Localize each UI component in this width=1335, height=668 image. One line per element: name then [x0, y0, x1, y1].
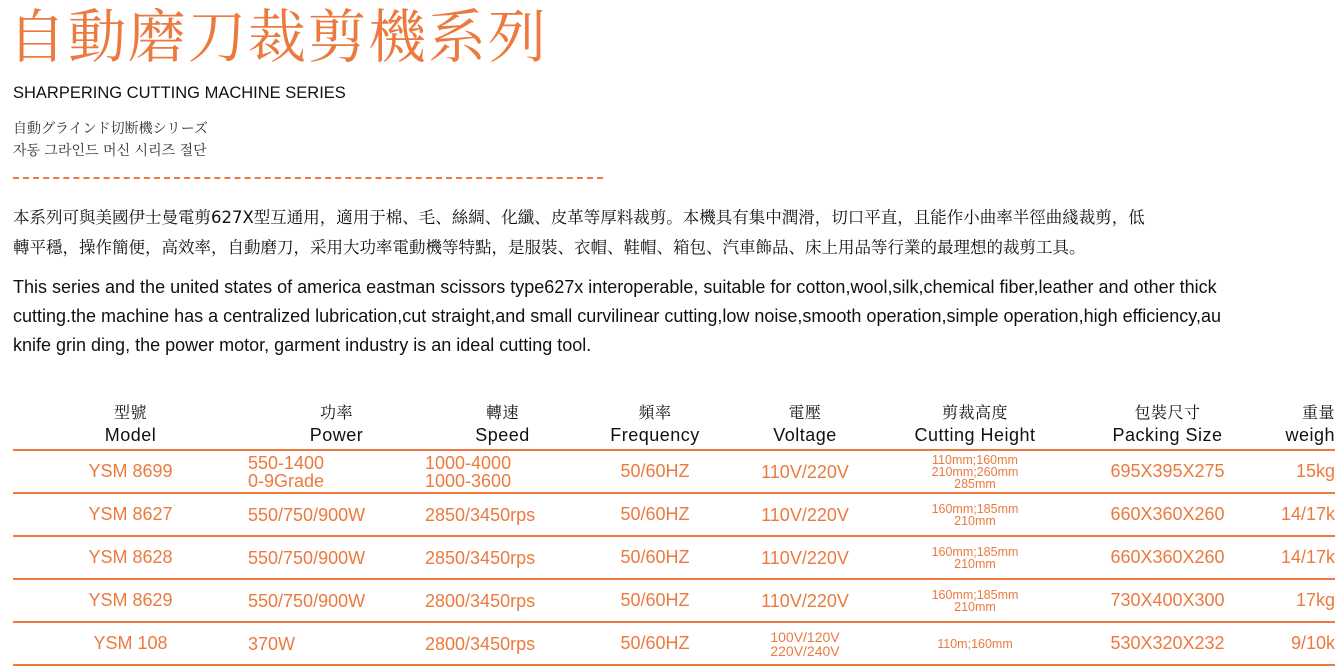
speed-cell — [425, 536, 580, 579]
weight-cell: 15kg — [1295, 461, 1335, 481]
speed-cell — [425, 493, 580, 536]
frequency-cell: 50/60HZ — [620, 633, 690, 653]
voltage-cell — [730, 536, 880, 579]
description-en — [13, 273, 1335, 360]
voltage-cell-line: 110V/220V — [761, 547, 849, 568]
column-header-zh: 重量 — [1301, 403, 1335, 422]
frequency-cell: 50/60HZ — [620, 590, 690, 610]
column-header-speed — [425, 396, 580, 450]
voltage-cell — [730, 579, 880, 622]
cutting-height-cell-line: 160mm;185mm — [931, 587, 1019, 602]
column-header-en: Cutting Height — [914, 425, 1036, 445]
page-subtitle-kr: 자동 그라인드 머신 시리즈 절단 — [13, 143, 207, 159]
column-header-zh: 包裝尺寸 — [1134, 403, 1201, 422]
speed-cell-line: 2850/3450rps — [425, 504, 536, 525]
power-cell — [248, 450, 425, 493]
column-header-packing-size — [1070, 396, 1265, 450]
table-header-row — [13, 396, 1335, 450]
power-cell-line: 550/750/900W — [248, 590, 366, 611]
column-header-power — [248, 396, 425, 450]
power-cell-line: 370W — [248, 633, 296, 654]
cutting-height-cell-line: 110mm;160mm — [932, 452, 1018, 467]
power-cell-line: 550/750/900W — [248, 504, 366, 525]
power-cell-line: 550/750/900W — [248, 547, 366, 568]
spec-table — [13, 396, 1335, 666]
cutting-height-cell — [880, 622, 1070, 665]
description-en-line: cutting.the machine has a centralized lubrication,cut straight,and small curvilinear cutting,low noise,smooth operation,simple operation,high efficiency,au — [13, 306, 1221, 326]
column-header-zh: 轉速 — [485, 403, 519, 422]
description-zh-line: 本系列可與美國伊士曼電剪627X型互通用，適用于棉、毛、絲綢、化纖、皮革等厚料裁剪。本機具有集中潤滑，切口平直，且能作小曲率半徑曲綫裁剪，低 — [13, 208, 1145, 227]
cutting-height-cell-line: 210mm — [954, 513, 996, 528]
column-header-zh: 電壓 — [788, 403, 822, 422]
cutting-height-cell — [880, 536, 1070, 579]
packing-size-cell: 660X360X260 — [1110, 547, 1225, 567]
weight-cell: 14/17k — [1280, 504, 1335, 524]
column-header-en: Power — [309, 425, 364, 445]
power-cell-line: 0-9Grade — [248, 470, 325, 491]
packing-size-cell: 530X320X232 — [1110, 633, 1225, 653]
packing-size-cell: 730X400X300 — [1110, 590, 1225, 610]
power-cell — [248, 579, 425, 622]
weight-cell: 9/10k — [1290, 633, 1335, 653]
table-row — [13, 622, 1335, 665]
voltage-cell — [730, 450, 880, 493]
power-cell — [248, 493, 425, 536]
packing-size-cell: 660X360X260 — [1110, 504, 1225, 524]
speed-cell-line: 2800/3450rps — [425, 633, 536, 654]
speed-cell — [425, 579, 580, 622]
description-zh — [13, 203, 1335, 263]
column-header-en: Speed — [475, 425, 530, 445]
voltage-cell-line: 110V/220V — [761, 504, 849, 525]
table-row — [13, 536, 1335, 579]
voltage-cell-line: 110V/220V — [761, 590, 849, 611]
page-subtitle-en: SHARPERING CUTTING MACHINE SERIES — [13, 84, 346, 102]
table-row — [13, 450, 1335, 493]
cutting-height-cell-line: 285mm — [954, 476, 996, 491]
column-header-model — [13, 396, 248, 450]
speed-cell-line: 2850/3450rps — [425, 547, 536, 568]
voltage-cell-line: 220V/240V — [770, 642, 840, 659]
page-subtitle-jp: 自動グラインド切断機シリーズ — [13, 121, 208, 137]
frequency-cell: 50/60HZ — [620, 504, 690, 524]
speed-cell-line: 2800/3450rps — [425, 590, 536, 611]
cutting-height-cell-line: 160mm;185mm — [931, 501, 1019, 516]
column-header-voltage — [730, 396, 880, 450]
description-zh-line: 轉平穩，操作簡便，高效率，自動磨刀，采用大功率電動機等特點，是服裝、衣帽、鞋帽、箱包、汽車飾品、床上用品等行業的最理想的裁剪工具。 — [13, 238, 1086, 257]
power-cell — [248, 536, 425, 579]
description-en-line: This series and the united states of america eastman scissors type627x interoperable, suitable for cotton,wool,silk,chemical fiber,leather and other thick — [13, 277, 1217, 297]
column-header-frequency — [580, 396, 730, 450]
speed-cell — [425, 450, 580, 493]
speed-cell-line: 1000-3600 — [425, 470, 512, 491]
column-header-zh: 功率 — [319, 403, 353, 422]
packing-size-cell: 695X395X275 — [1110, 461, 1225, 481]
voltage-cell — [730, 493, 880, 536]
frequency-cell: 50/60HZ — [620, 461, 690, 481]
cutting-height-cell-line: 210mm — [954, 599, 996, 614]
column-header-cutting-height — [880, 396, 1070, 450]
cutting-height-cell — [880, 450, 1070, 493]
cutting-height-cell-line: 210mm;260mm — [931, 464, 1019, 479]
cutting-height-cell-line: 110m;160mm — [937, 636, 1013, 651]
description-en-line: knife grin ding, the power motor, garment industry is an ideal cutting tool. — [13, 335, 592, 355]
voltage-cell-line: 100V/120V — [770, 628, 840, 645]
table-body — [13, 450, 1335, 665]
voltage-cell-line: 110V/220V — [761, 461, 849, 482]
column-header-zh: 頻率 — [638, 403, 672, 422]
cutting-height-cell — [880, 493, 1070, 536]
column-header-en: Model — [104, 425, 157, 445]
column-header-weight — [1265, 396, 1335, 450]
cutting-height-cell-line: 160mm;185mm — [931, 544, 1019, 559]
column-header-en: Packing Size — [1112, 425, 1223, 445]
frequency-cell: 50/60HZ — [620, 547, 690, 567]
table-row — [13, 579, 1335, 622]
weight-cell: 14/17k — [1280, 547, 1335, 567]
column-header-zh: 剪裁高度 — [941, 403, 1008, 422]
speed-cell-line: 1000-4000 — [425, 452, 512, 473]
cutting-height-cell — [880, 579, 1070, 622]
model-cell: YSM 8628 — [88, 547, 173, 567]
column-header-zh: 型號 — [113, 403, 147, 422]
voltage-cell — [730, 622, 880, 665]
column-header-en: weigh — [1285, 425, 1335, 445]
dashed-divider — [13, 177, 603, 179]
cutting-height-cell-line: 210mm — [954, 556, 996, 571]
model-cell: YSM 8627 — [88, 504, 173, 524]
model-cell: YSM 8629 — [88, 590, 173, 610]
page-title: 自動磨刀裁剪機系列 — [8, 3, 549, 71]
model-cell: YSM 108 — [93, 633, 168, 653]
table-row — [13, 493, 1335, 536]
power-cell-line: 550-1400 — [248, 452, 325, 473]
speed-cell — [425, 622, 580, 665]
column-header-en: Frequency — [610, 425, 700, 445]
power-cell — [248, 622, 425, 665]
column-header-en: Voltage — [773, 425, 837, 445]
model-cell: YSM 8699 — [88, 461, 173, 481]
weight-cell: 17kg — [1295, 590, 1335, 610]
